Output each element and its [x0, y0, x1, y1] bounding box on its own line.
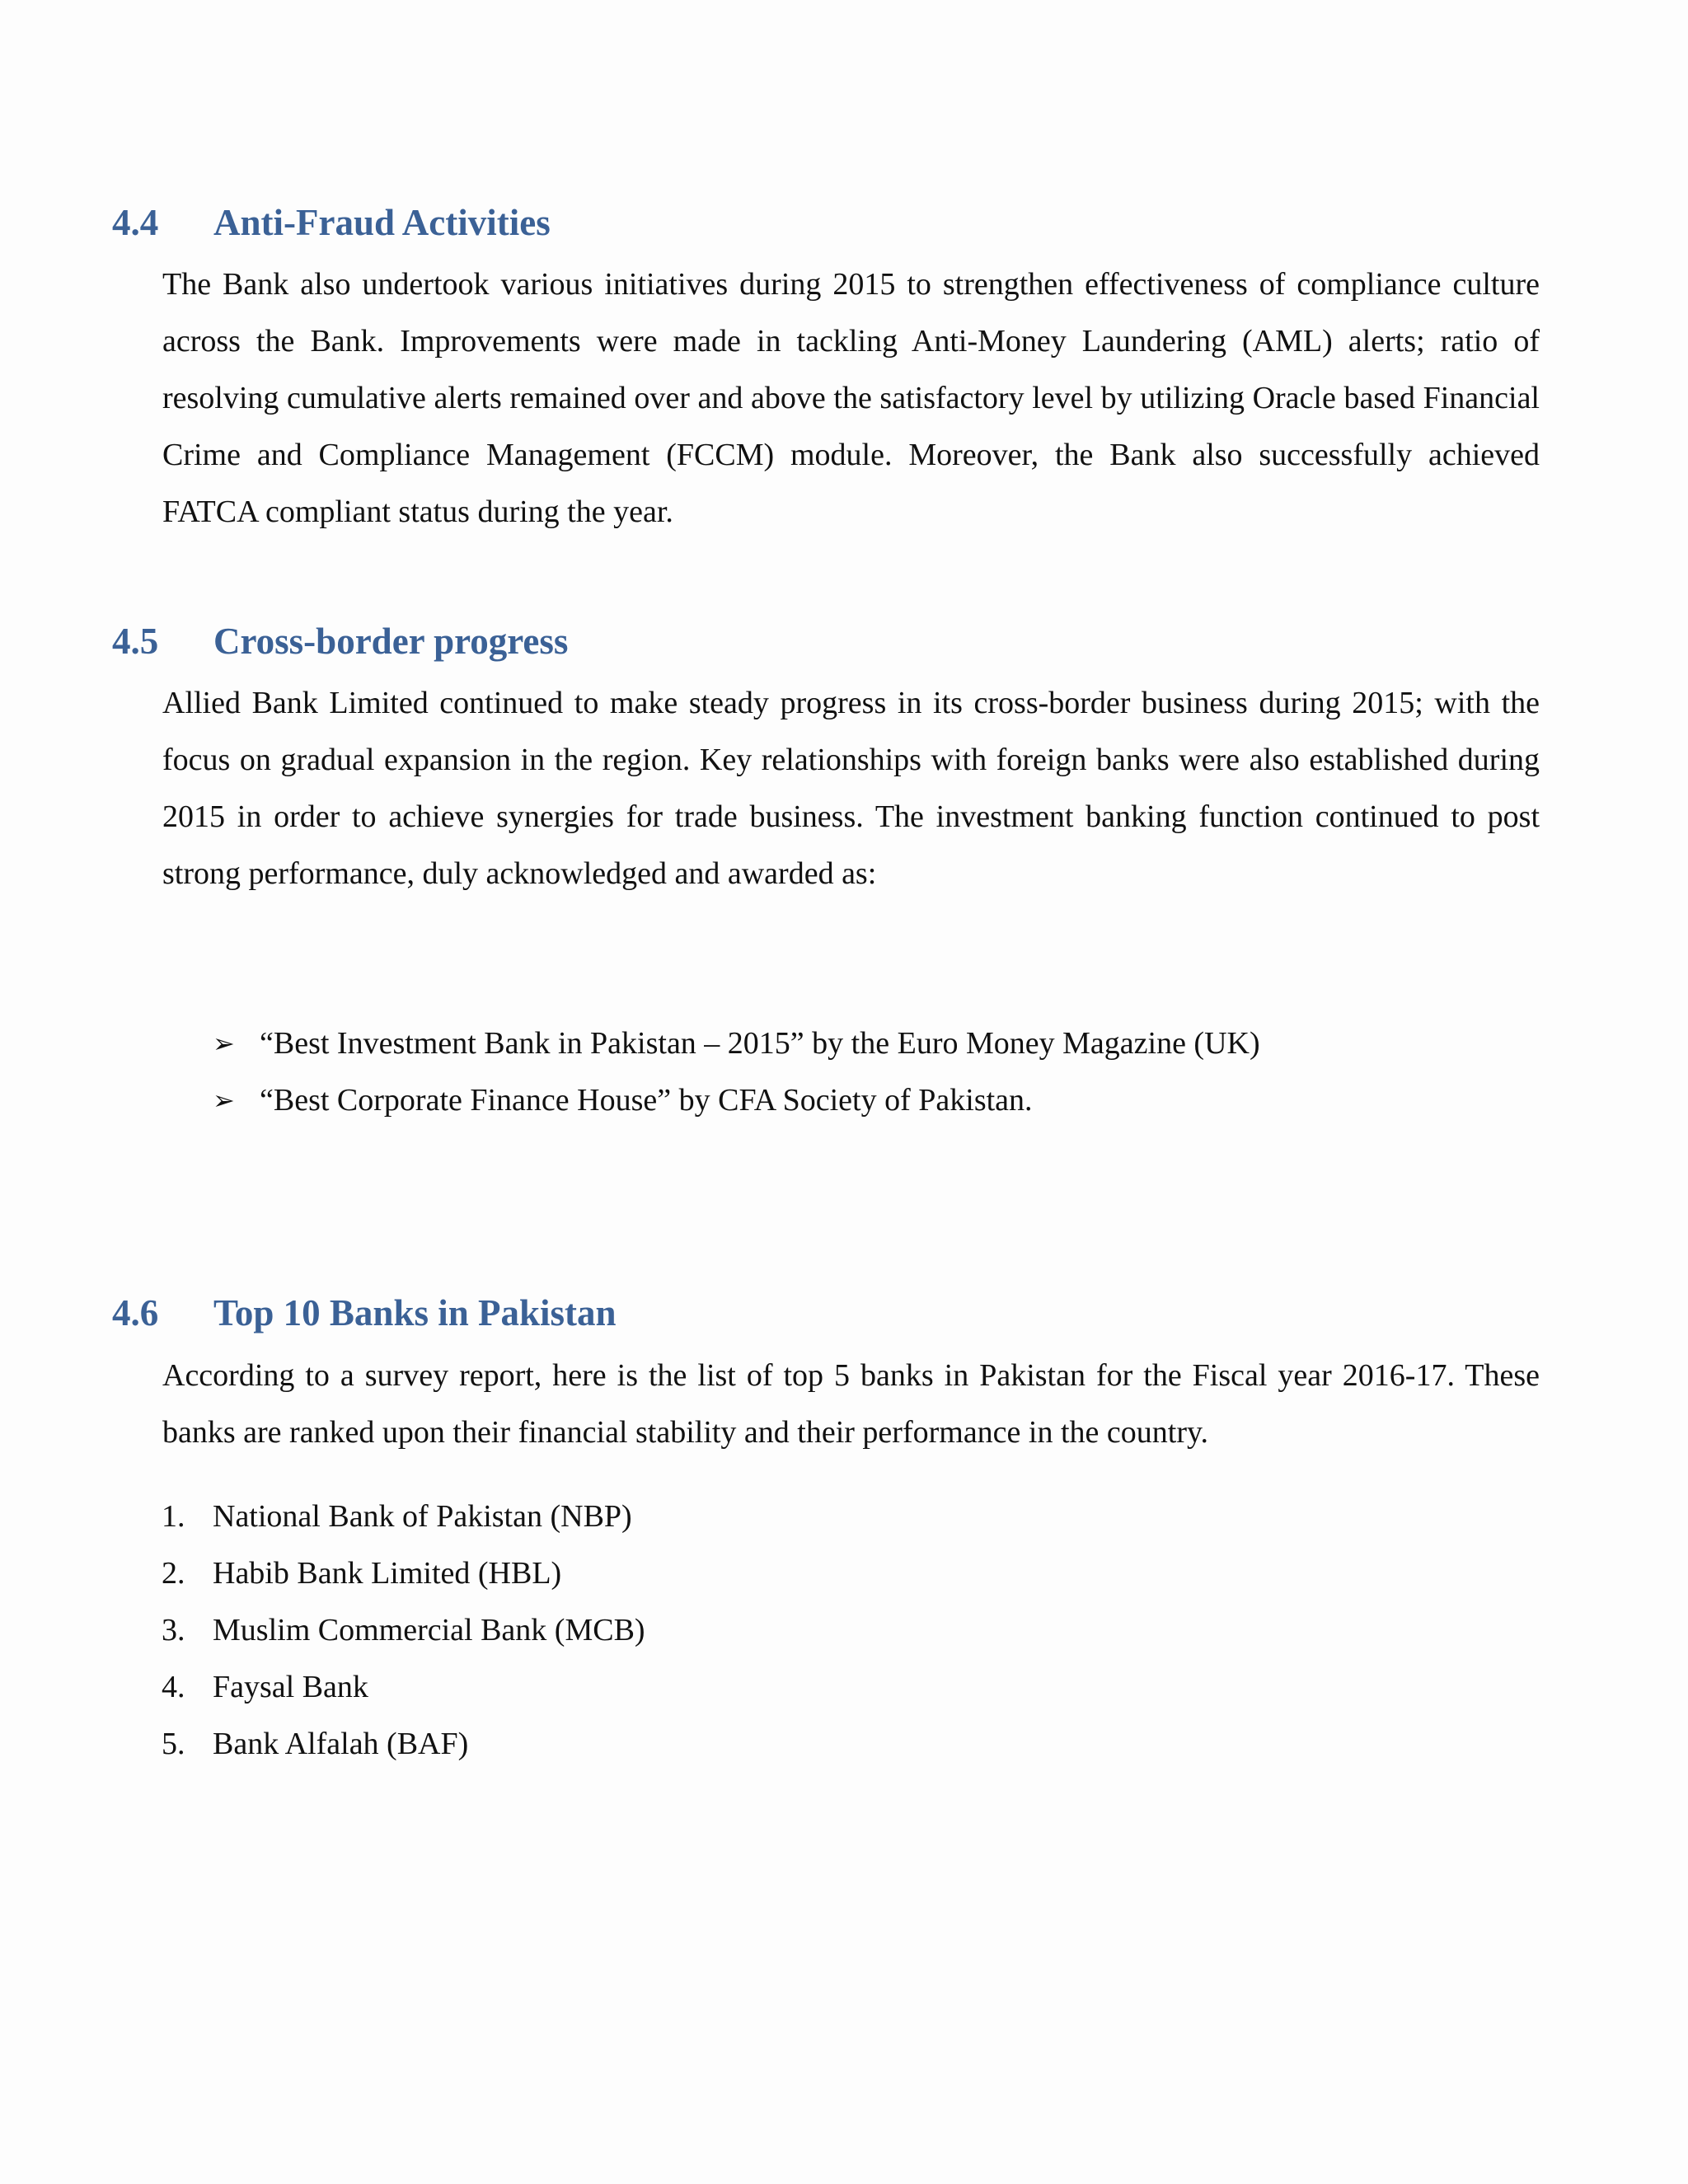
section-number: 4.5 [112, 621, 159, 662]
rank-number: 5. [162, 1727, 185, 1761]
section-heading-top-banks [112, 1292, 617, 1333]
bank-name: Habib Bank Limited (HBL) [213, 1556, 562, 1591]
bank-name: Bank Alfalah (BAF) [213, 1727, 469, 1761]
bank-name: Muslim Commercial Bank (MCB) [213, 1613, 645, 1647]
arrow-bullet-icon: ➢ [213, 1085, 235, 1116]
section-title: Anti-Fraud Activities [213, 202, 551, 243]
section-number: 4.4 [112, 202, 159, 243]
award-text: “Best Corporate Finance House” by CFA Society of Pakistan. [260, 1083, 1033, 1118]
list-item [162, 1716, 645, 1773]
award-text: “Best Investment Bank in Pakistan – 2015” by the Euro Money Magazine (UK) [260, 1026, 1260, 1061]
section-title: Cross-border progress [213, 621, 569, 662]
list-item [162, 1488, 645, 1545]
list-item [213, 1015, 1260, 1072]
rank-number: 4. [162, 1670, 185, 1704]
rank-number: 3. [162, 1613, 185, 1647]
awards-list [213, 1015, 1260, 1129]
top-banks-paragraph: According to a survey report, here is the list of top 5 banks in Pakistan for the Fiscal year 2016-17. These banks are ranked upon their financial stability and their performance in the country. [162, 1358, 1540, 1450]
section-heading-cross-border [112, 623, 568, 660]
cross-border-paragraph: Allied Bank Limited continued to make steady progress in its cross-border business during 2015; with the focus on gradual expansion in the region. Key relationships with foreign banks were also established during 2015 in order to achieve synergies for trade business. The investment banking function continued to post strong performance, duly acknowledged and awarded as: [162, 686, 1540, 891]
list-item [162, 1659, 645, 1716]
anti-fraud-paragraph: The Bank also undertook various initiatives during 2015 to strengthen effectiveness of compliance culture across the Bank. Improvements were made in tackling Anti-Money Laundering (AML) alerts; ratio of resolving cumulative alerts remained over and above the satisfactory level by utilizing Oracle based Financial Crime and Compliance Management (FCCM) module. Moreover, the Bank also successfully achieved FATCA compliant status during the year. [162, 267, 1540, 529]
rank-number: 1. [162, 1499, 185, 1534]
bank-name: Faysal Bank [213, 1670, 368, 1704]
bank-name: National Bank of Pakistan (NBP) [213, 1499, 632, 1534]
arrow-bullet-icon: ➢ [213, 1028, 235, 1059]
list-item [162, 1602, 645, 1659]
section-heading-anti-fraud [112, 204, 551, 241]
rank-number: 2. [162, 1556, 185, 1591]
list-item [213, 1072, 1260, 1129]
banks-list [162, 1488, 645, 1773]
section-title: Top 10 Banks in Pakistan [213, 1292, 617, 1333]
section-number: 4.6 [112, 1292, 159, 1333]
list-item [162, 1545, 645, 1602]
